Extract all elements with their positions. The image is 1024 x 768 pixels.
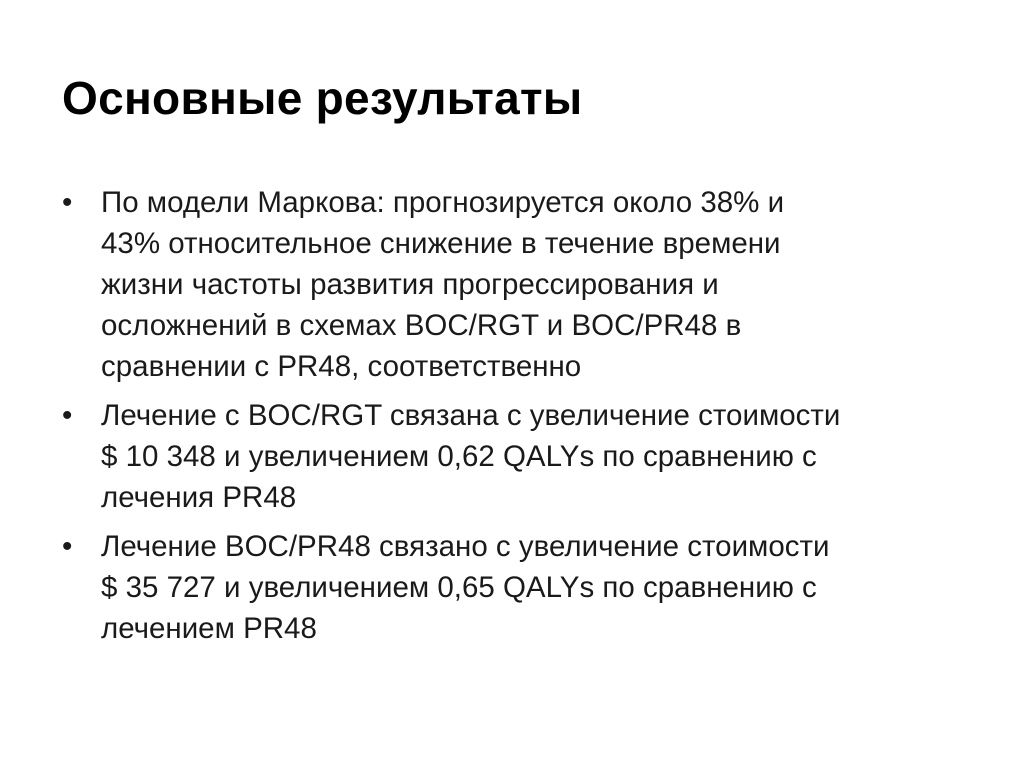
bullet-text-line: осложнений в схемах BOC/RGT и BOC/PR48 в xyxy=(101,309,742,342)
bullet-text-line: Лечение с BOC/RGT связана с увеличение стоимости xyxy=(101,399,841,432)
slide-title: Основные результаты xyxy=(62,72,583,124)
bullet-text-line: $ 35 727 и увеличением 0,65 QALYs по сравнению с xyxy=(101,571,817,604)
bullet-text-line: сравнении с PR48, соответственно xyxy=(101,350,582,383)
bullet-text-line: 43% относительное снижение в течение времени xyxy=(101,227,781,260)
bullet-item xyxy=(62,395,967,518)
bullet-text-line: жизни частоты развития прогрессирования и xyxy=(101,268,719,301)
bullet-icon: • xyxy=(62,530,73,563)
bullet-list xyxy=(62,182,967,657)
bullet-text-line: лечением PR48 xyxy=(101,612,317,645)
bullet-icon: • xyxy=(62,186,73,219)
bullet-text-line: По модели Маркова: прогнозируется около 38% и xyxy=(101,186,785,219)
bullet-icon: • xyxy=(62,399,73,432)
bullet-item xyxy=(62,526,967,649)
bullet-text-line: Лечение BOC/PR48 связано с увеличение стоимости xyxy=(101,530,830,563)
bullet-text-line: $ 10 348 и увеличением 0,62 QALYs по сравнению с xyxy=(101,440,817,473)
bullet-text-line: лечения PR48 xyxy=(101,481,297,514)
bullet-item xyxy=(62,182,967,387)
